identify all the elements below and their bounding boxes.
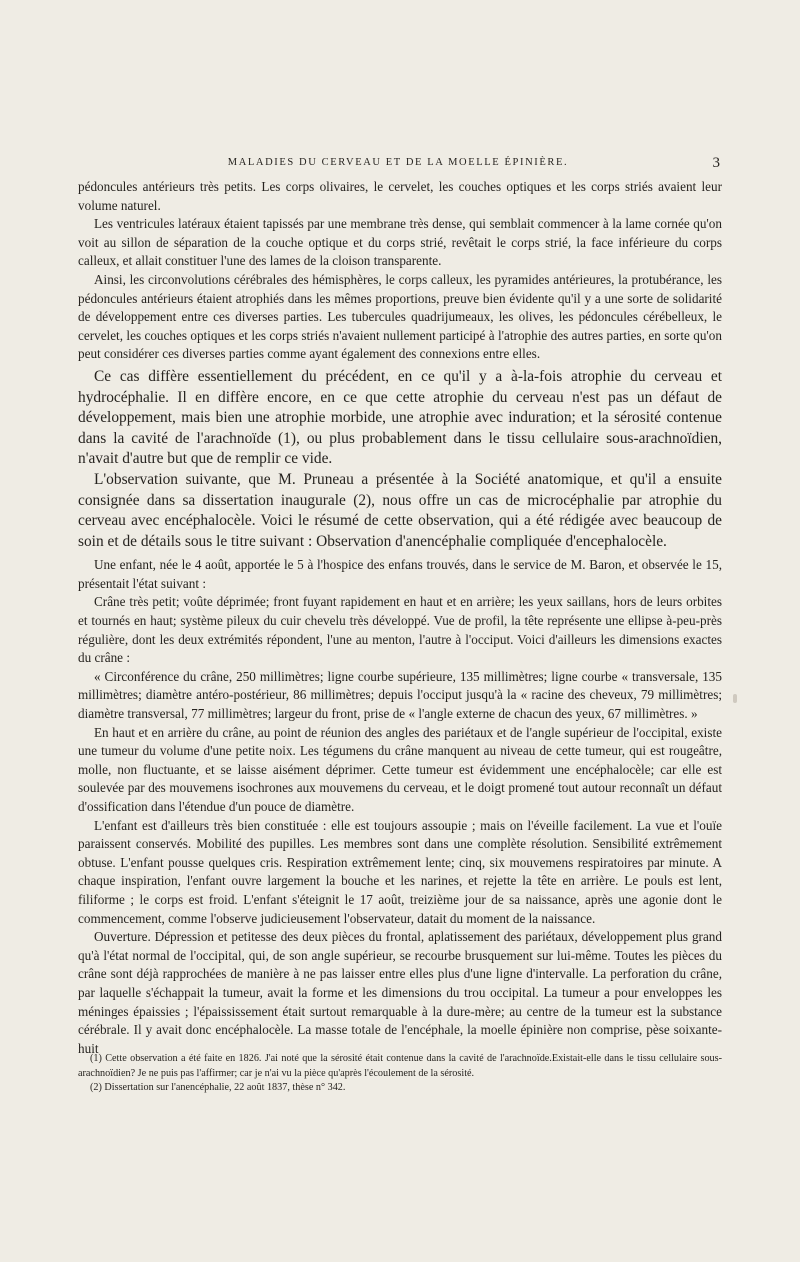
page-number: 3 [712, 155, 720, 171]
paragraph: pédoncules antérieurs très petits. Les corps olivaires, le cervelet, les couches optiques et les corps striés avaient leur volume naturel. [78, 179, 722, 213]
paragraph: Les ventricules latéraux étaient tapissés par une membrane très dense, qui semblait commencer à la lame cornée qu'on voit au sillon de séparation de la couche optique et du corps strié, revêtait le corps strié, la face inférieure du corps calleux, et allait constituer l'une des lames de la cloison transparente. [78, 216, 722, 269]
paper-speck [733, 694, 737, 703]
quoted-measurements: « Circonférence du crâne, 250 millimètres; ligne courbe supérieure, 135 millimètres; ligne courbe « transversale, 135 millimètres; diamètre antéro-postérieur, 86 millimètres; depuis l'occiput jusqu'à la « racine des cheveux, 79 millimètres; diamètre transversal, 77 millimètres; largeur du front, prise de « l'angle externe de chacun des yeux, 67 millimètres. » [78, 668, 722, 722]
body-text [78, 178, 722, 1058]
paragraph: Une enfant, née le 4 août, apportée le 5 à l'hospice des enfans trouvés, dans le service de M. Baron, et observée le 15, présentait l'état suivant : [78, 557, 722, 591]
paragraph: Crâne très petit; voûte déprimée; front fuyant rapidement en haut et en arrière; les yeux saillans, hors de leurs orbites et tournés en haut; système pileux du cuir chevelu très développé. Vue de profil, la tête représente une ellipse à-peu-près régulière, dont les deux extrémités répondent, l'une au menton, l'autre à l'occiput. Voici d'ailleurs les dimensions exactes du crâne : [78, 594, 722, 666]
paragraph: L'observation suivante, que M. Pruneau a présentée à la Société anatomique, et qu'il a ensuite consignée dans sa dissertation inaugurale (2), nous offre un cas de microcéphalie par atrophie du cerveau avec encéphalocèle. Voici le résumé de cette observation, qui a été rédigée avec beaucoup de soin et de détails sous le titre suivant : Observation d'anencéphalie compliquée d'encephalocèle. [78, 470, 722, 550]
paragraph: L'enfant est d'ailleurs très bien constituée : elle est toujours assoupie ; mais on l'éveille facilement. La vue et l'ouïe paraissent conservés. Mobilité des pupilles. Les membres sont dans une complète résolution. Sensibilité extrêmement obtuse. L'enfant pousse quelques cris. Respiration extrêmement lente; cinq, six mouvemens respiratoires par minute. A chaque inspiration, l'enfant ouvre largement la bouche et les narines, et rejette la tête en arrière. Le pouls est lent, filiforme ; le corps est froid. L'enfant s'éteignit le 17 août, treizième jour de sa naissance, après une agonie dont le commencement, comme l'observe judicieusement l'observateur, datait du moment de la naissance. [78, 817, 722, 926]
paragraph: Ouverture. Dépression et petitesse des deux pièces du frontal, aplatissement des pariétaux, développement plus grand qu'à l'état normal de l'occipital, qui, de son angle supérieur, se recourbe brusquement sur lui-même. Toutes les pièces du crâne sont déjà rapprochées de manière à ne pas laisser entre elles plus d'une ligne d'intervalle. La perforation du crâne, par laquelle s'échappait la tumeur, avait la forme et les dimensions du trou occipital. La tumeur a pour enveloppes les méninges épaissies ; l'épaississement était surtout remarquable à la dure-mère; au centre de la tumeur est la substance cérébrale. Il y avait donc encéphalocèle. La masse totale de l'encéphale, la moelle épinière non comprise, pèse soixante-huit [78, 929, 722, 1056]
footnotes [78, 1052, 722, 1096]
footnote: (2) Dissertation sur l'anencéphalie, 22 août 1837, thèse n° 342. [90, 1082, 346, 1094]
paragraph: Ce cas diffère essentiellement du précédent, en ce qu'il y a à-la-fois atrophie du cerveau et hydrocéphalie. Il en diffère encore, en ce que cette atrophie du cerveau n'est pas un défaut de développement, mais bien une atrophie morbide, une atrophie avec induration; et la sérosité contenue dans la cavité de l'arachnoïde (1), ou plus probablement dans le tissu cellulaire sous-arachnoïdien, n'avait d'autre but que de remplir ce vide. [78, 367, 722, 468]
running-header: MALADIES DU CERVEAU ET DE LA MOELLE ÉPINIÈRE. [227, 157, 569, 168]
paragraph: Ainsi, les circonvolutions cérébrales des hémisphères, le corps calleux, les pyramides antérieures, la protubérance, les pédoncules antérieurs étaient atrophiés dans les mêmes proportions, preuve bien évidente qu'il y a une sorte de solidarité de développement entre ces diverses parties. Les tubercules quadrijumeaux, les olives, les pédoncules cérébelleux, le cervelet, les couches optiques et les corps striés n'avaient nullement participé à l'atrophie des autres parties, en sorte qu'on peut considérer ces diverses parties comme ayant également des connexions entre elles. [78, 271, 722, 362]
paragraph: En haut et en arrière du crâne, au point de réunion des angles des pariétaux et de l'angle supérieur de l'occipital, existe une tumeur du volume d'une petite noix. Les tégumens du crâne manquent au niveau de cette tumeur, qui est rougeâtre, molle, non fluctuante, et se laisse aisément déprimer. Cette tumeur est évidemment une encéphalocèle; car elle est soulevée par des mouvemens isochrones aux mouvemens du cerveau, et le doigt promené tout autour reconnaît un défaut d'ossification dans l'étendue d'un pouce de diamètre. [78, 724, 722, 814]
footnote: (1) Cette observation a été faite en 1826. J'ai noté que la sérosité était contenue dans la cavité de l'arachnoïde.Existait-elle dans le tissu cellulaire sous-arachnoïdien? Je ne puis pas l'affirmer; car je n'ai vu la pièce qu'après l'écoulement de la sérosité. [78, 1053, 722, 1079]
